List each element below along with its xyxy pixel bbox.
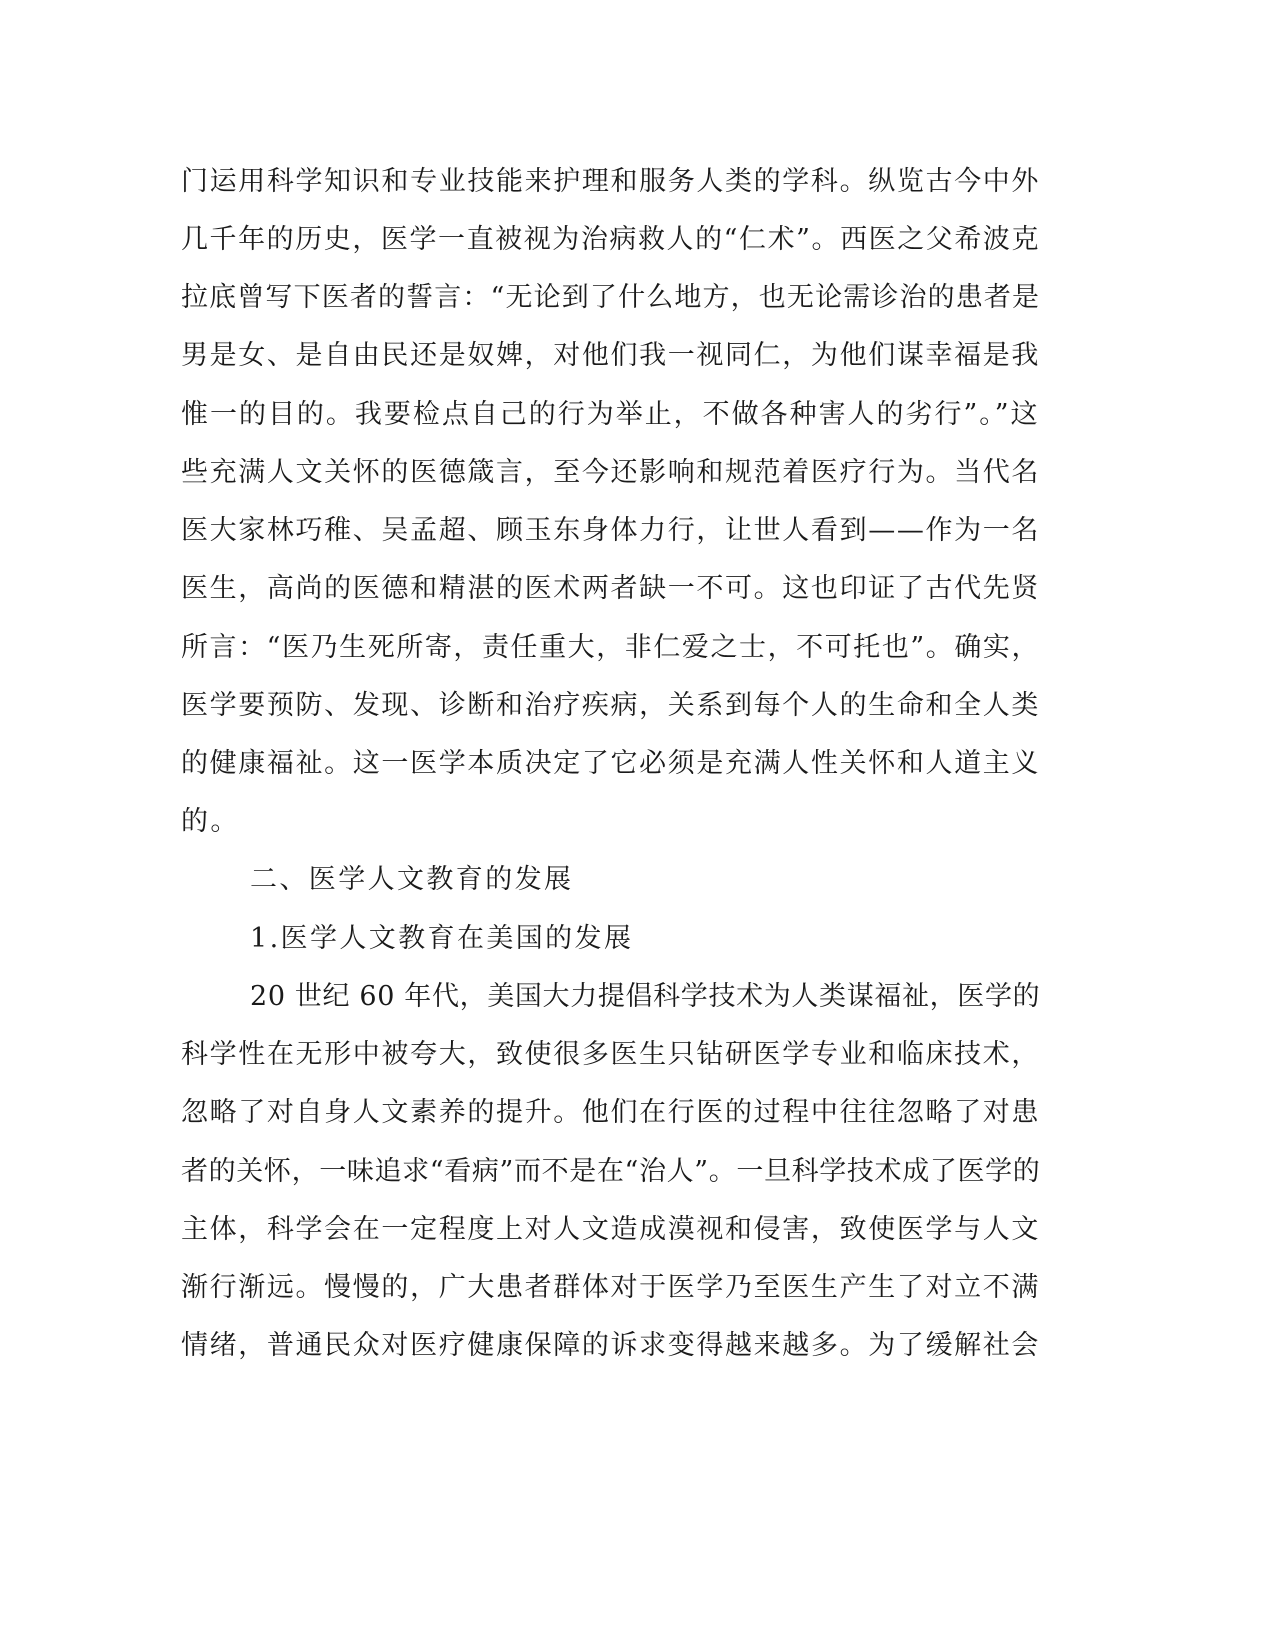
body-text-line: 20 世纪 60 年代，美国大力提倡科学技术为人类谋福祉，医学的	[250, 981, 1041, 1012]
body-text-line: 医大家林巧稚、吴孟超、顾玉东身体力行，让世人看到——作为一名	[181, 515, 1040, 546]
body-text-line: 科学性在无形中被夸大，致使很多医生只钻研医学专业和临床技术，	[181, 1039, 1040, 1070]
body-text-line: 拉底曾写下医者的誓言：“无论到了什么地方，也无论需诊治的患者是	[181, 282, 1041, 313]
body-text-line: 的。	[181, 806, 240, 837]
body-text-line: 主体，科学会在一定程度上对人文造成漠视和侵害，致使医学与人文	[181, 1214, 1040, 1245]
body-text-line: 几千年的历史，医学一直被视为治病救人的“仁术”。西医之父希波克	[181, 224, 1041, 255]
body-text-line: 者的关怀，一味追求“看病”而不是在“治人”。一旦科学技术成了医学的	[181, 1156, 1041, 1187]
body-text-line: 男是女、是自由民还是奴婢，对他们我一视同仁，为他们谋幸福是我	[181, 340, 1040, 371]
body-text-line: 渐行渐远。慢慢的，广大患者群体对于医学乃至医生产生了对立不满	[181, 1272, 1040, 1303]
body-text-line: 医生，高尚的医德和精湛的医术两者缺一不可。这也印证了古代先贤	[181, 573, 1040, 604]
body-text-line: 的健康福祉。这一医学本质决定了它必须是充满人性关怀和人道主义	[181, 748, 1040, 779]
subsection-heading: 1.医学人文教育在美国的发展	[250, 923, 634, 954]
section-heading: 二、医学人文教育的发展	[250, 864, 574, 895]
body-text-line: 些充满人文关怀的医德箴言，至今还影响和规范着医疗行为。当代名	[181, 457, 1040, 488]
body-text-line: 忽略了对自身人文素养的提升。他们在行医的过程中往往忽略了对患	[181, 1097, 1040, 1128]
body-text-line: 门运用科学知识和专业技能来护理和服务人类的学科。纵览古今中外	[181, 166, 1040, 197]
body-text-line: 医学要预防、发现、诊断和治疗疾病，关系到每个人的生命和全人类	[181, 690, 1040, 721]
body-text-line: 所言：“医乃生死所寄，责任重大，非仁爱之士，不可托也”。确实，	[181, 632, 1041, 663]
body-text-line: 情绪，普通民众对医疗健康保障的诉求变得越来越多。为了缓解社会	[181, 1330, 1040, 1361]
body-text-line: 惟一的目的。我要检点自己的行为举止，不做各种害人的劣行”。”这	[181, 399, 1040, 430]
